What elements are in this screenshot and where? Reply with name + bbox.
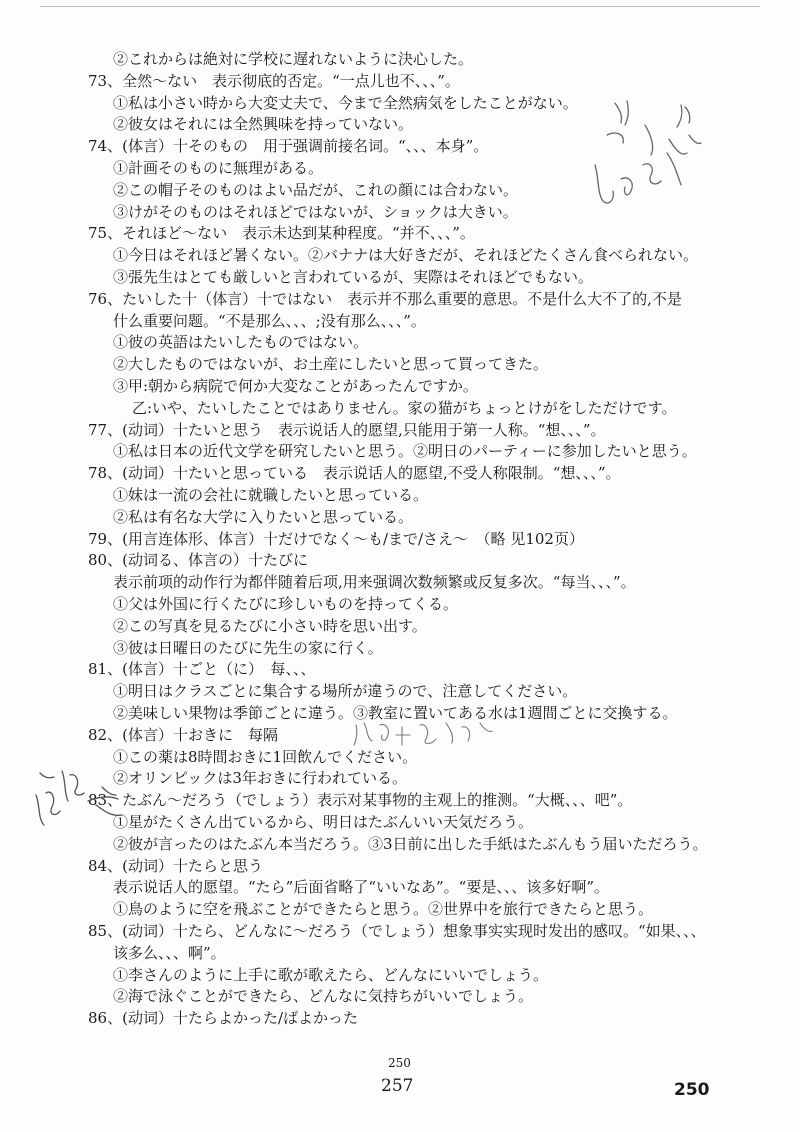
handwritten-note-right — [585, 95, 715, 225]
text-line: 81、(体言）十ごと（に） 每、、、 — [88, 660, 316, 678]
text-line: ①妹は一流の会社に就職したいと思っている。 — [113, 486, 429, 504]
text-line: ②私は有名な大学に入りたいと思っている。 — [113, 508, 414, 526]
text-line: ③甲:朝から病院で何か大変なことがあったんですか。 — [113, 377, 478, 395]
text-line: 83、たぶん～だろう（でしょう）表示对某事物的主观上的推测。“大概、、、吧”。 — [88, 791, 633, 809]
page-number-middle: 257 — [381, 1076, 414, 1096]
text-line: ②彼女はそれには全然興味を持っていない。 — [113, 115, 414, 133]
text-line: ③張先生はとても厳しいと言われているが、実際はそれほどでもない。 — [113, 268, 594, 286]
text-line: ①明日はクラスごとに集合する場所が違うので、注意してください。 — [113, 682, 578, 700]
text-line: 74、(体言）十そのもの 用于强调前接名词。“、、、本身”。 — [88, 137, 489, 155]
text-line: 73、全然～ない 表示彻底的否定。“一点儿也不、、、”。 — [88, 72, 460, 90]
text-line: 84、(动词）十たらと思う — [88, 857, 263, 875]
text-line: ①私は日本の近代文学を研究したいと思う。②明日のパーティーに参加したいと思う。 — [113, 442, 697, 460]
text-line: ②彼が言ったのはたぶん本当だろう。③3日前に出した手紙はたぶんもう届いただろう。 — [113, 835, 708, 853]
text-line: ②オリンピックは3年おきに行われている。 — [113, 769, 407, 787]
text-line: ①今日はそれほど暑くない。②バナナは大好きだが、それほどたくさん食べられない。 — [113, 246, 699, 264]
text-line: ②この帽子そのものはよい品だが、これの顔には合わない。 — [113, 181, 519, 199]
text-line: ①この薬は8時間おきに1回飲んでください。 — [113, 748, 418, 766]
text-line: 82、(体言）十おきに 每隔 — [88, 726, 278, 744]
page-number-small: 250 — [388, 1056, 411, 1070]
text-line: 75、それほど～ない 表示未达到某种程度。“并不、、、”。 — [88, 224, 475, 242]
text-line: 76、たいした十（体言）十ではない 表示并不那么重要的意思。不是什么大不了的,不是 — [88, 290, 682, 308]
text-line: ①鳥のように空を飛ぶことができたらと思う。②世界中を旅行できたらと思う。 — [113, 900, 654, 918]
text-line: ①父は外国に行くたびに珍しいものを持ってくる。 — [113, 595, 459, 613]
text-line: 77、(动词）十たいと思う 表示说话人的愿望,只能用于第一人称。“想、、、”。 — [88, 421, 606, 439]
text-line: ①計画そのものに無理がある。 — [113, 159, 324, 177]
text-line: ①星がたくさん出ているから、明日はたぶんいい天気だろう。 — [113, 813, 534, 831]
text-line: 乙:いや、たいしたことではありません。家の猫がちょっとけがをしただけです。 — [132, 399, 677, 417]
text-line: 80、(动词る、体言の）十たびに — [88, 551, 308, 569]
text-line: ②これからは絶対に学校に遅れないように決心した。 — [113, 50, 474, 68]
text-line: ③けがそのものはそれほどではないが、ショックは大きい。 — [113, 203, 518, 221]
text-line: ①李さんのように上手に歌が歌えたら、どんなにいいでしょう。 — [113, 966, 549, 984]
text-line: 85、(动词）十たら、どんなに～だろう（でしょう）想象事实实现时发出的感叹。“如果、、、 — [88, 922, 706, 940]
text-line: ②海で泳ぐことができたら、どんなに気持ちがいいでしょう。 — [113, 987, 534, 1005]
text-line: ①私は小さい時から大変丈夫で、今まで全然病気をしたことがない。 — [113, 94, 578, 112]
text-line: ③彼は日曜日のたびに先生の家に行く。 — [113, 639, 383, 657]
text-line: ②この写真を見るたびに小さい時を思い出す。 — [113, 617, 427, 635]
text-line: 该多么、、、啊”。 — [113, 944, 226, 962]
text-line: 86、(动词）十たらよかった/ばよかった — [88, 1009, 358, 1027]
text-line: ②大したものではないが、お土産にしたいと思って買ってきた。 — [113, 355, 549, 373]
text-line: 表示说话人的愿望。“たら”后面省略了“いいなあ”。“要是、、、该多好啊”。 — [113, 878, 610, 896]
text-line: ②美味しい果物は季節ごとに違う。③教室に置いてある水は1週間ごとに交換する。 — [113, 704, 678, 722]
text-line: 78、(动词）十たいと思っている 表示说话人的愿望,不受人称限制。“想、、、”。 — [88, 464, 621, 482]
text-line: ①彼の英語はたいしたものではない。 — [113, 333, 369, 351]
top-border-line — [40, 6, 760, 7]
text-line: 表示前项的动作行为都伴随着后项,用来强调次数频繁或反复多次。“每当、、、”。 — [113, 573, 636, 591]
text-line: 79、(用言连体形、体言）十だけでなく～も/まで/さえ～ （略 见102页） — [88, 530, 584, 548]
page-number-bold: 250 — [674, 1080, 710, 1100]
text-line: 什么重要问题。“不是那么、、、;没有那么、、、”。 — [113, 312, 426, 330]
